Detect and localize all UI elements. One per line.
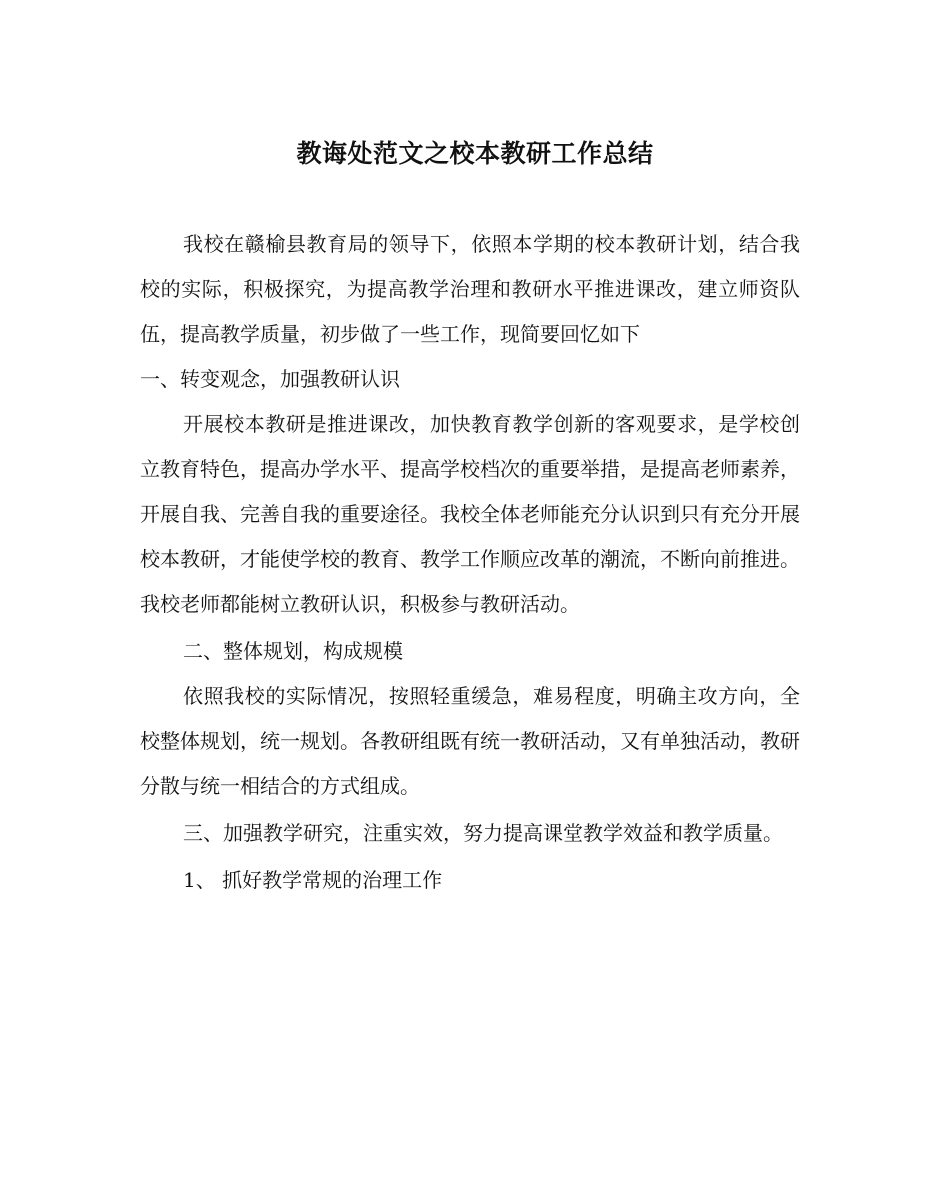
section-2-paragraph: 依照我校的实际情况，按照轻重缓急，难易程度，明确主攻方向，全校整体规划，统一规划。各教研组既有统一教研活动，又有单独活动，教研分散与统一相结合的方式组成。 [140, 684, 800, 798]
document-title: 教诲处范文之校本教研工作总结 [296, 139, 654, 168]
document-body [140, 222, 800, 903]
section-heading-2: 二、整体规划，构成规模 [183, 639, 403, 663]
section-heading-1: 一、转变观念，加强教研认识 [140, 367, 400, 391]
intro-paragraph: 我校在赣榆县教育局的领导下，依照本学期的校本教研计划，结合我校的实际，积极探究，为提高教学治理和教研水平推进课改，建立师资队伍，提高教学质量，初步做了一些工作，现简要回忆如下 [140, 232, 800, 346]
subsection-heading-1: 1、 抓好教学常规的治理工作 [183, 868, 443, 892]
section-1-paragraph: 开展校本教研是推进课改，加快教育教学创新的客观要求，是学校创立教育特色，提高办学水平、提高学校档次的重要举措，是提高老师素养，开展自我、完善自我的重要途径。我校全体老师能充分认识到只有充分开展校本教研，才能使学校的教育、教学工作顺应改革的潮流，不断向前推进。我校老师都能树立教研认识，积极参与教研活动。 [140, 412, 800, 616]
section-heading-3: 三、加强教学研究，注重实效，努力提高课堂教学效益和教学质量。 [183, 821, 783, 845]
